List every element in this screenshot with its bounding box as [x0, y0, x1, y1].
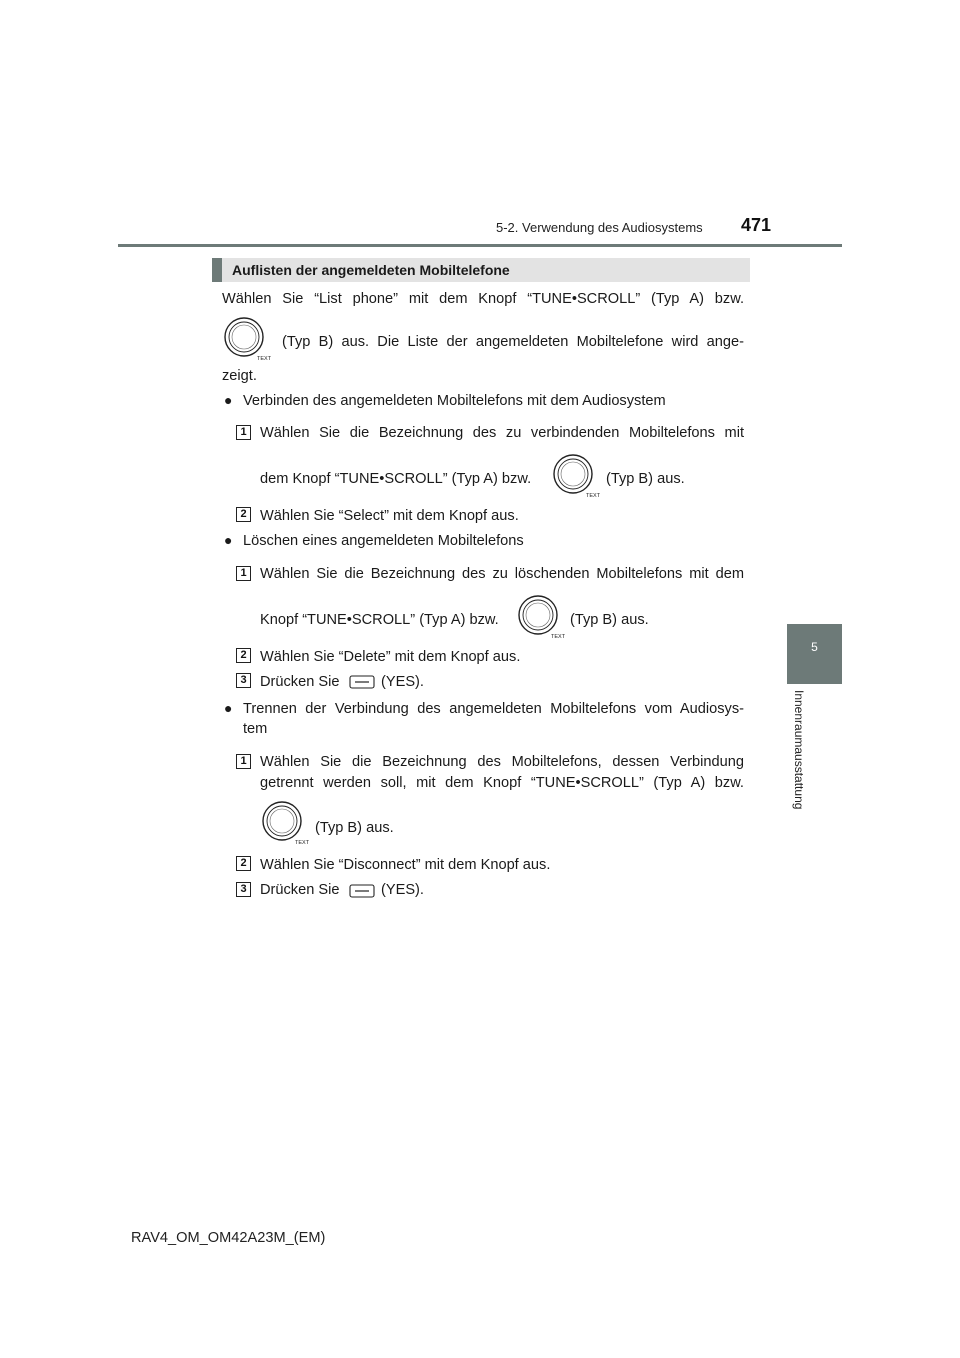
disconnect-step3-text-a: Drücken Sie: [260, 882, 340, 898]
connect-step1-line1: Wählen Sie die Bezeichnung des zu verbindenden Mobiltelefons mit: [260, 425, 744, 441]
connect-step2-text: Wählen Sie “Select” mit dem Knopf aus.: [260, 508, 519, 524]
connect-step1-line2b: (Typ B) aus.: [606, 471, 685, 487]
delete-step3-text-a: Drücken Sie: [260, 674, 340, 690]
delete-step1-line2b: (Typ B) aus.: [570, 612, 649, 628]
button-icon: [349, 675, 375, 689]
disconnect-step1-line1: Wählen Sie die Bezeichnung des Mobiltelefons, dessen Verbindung: [260, 754, 744, 770]
delete-step3-text-b: (YES).: [381, 674, 424, 690]
step-number: 2: [236, 856, 251, 871]
chapter-tab: [787, 624, 842, 684]
page-number: 471: [741, 215, 772, 235]
tune-knob-icon: [222, 316, 272, 362]
disconnect-step1-line3: (Typ B) aus.: [315, 820, 394, 836]
bullet-icon: ●: [224, 532, 233, 548]
step-number: 1: [236, 425, 251, 440]
delete-step1-line1: Wählen Sie die Bezeichnung des zu löschenden Mobiltelefons mit dem: [260, 566, 744, 582]
disconnect-step3-text-b: (YES).: [381, 882, 424, 898]
section-title: Auflisten der angemeldeten Mobiltelefone: [212, 258, 750, 282]
chapter-number: 5: [811, 640, 818, 654]
connect-title: Verbinden des angemeldeten Mobiltelefons mit dem Audiosystem: [243, 393, 666, 409]
tune-knob-icon: [551, 453, 601, 499]
running-header-section: 5-2. Verwendung des Audiosystems: [496, 220, 703, 235]
step-number: 3: [236, 882, 251, 897]
step-number: 3: [236, 673, 251, 688]
footer-document-code: RAV4_OM_OM42A23M_(EM): [131, 1230, 326, 1246]
bullet-icon: ●: [224, 700, 233, 716]
delete-title: Löschen eines angemeldeten Mobiltelefons: [243, 533, 524, 549]
knob-icon-label: TEXT: [586, 493, 601, 499]
knob-icon-label: TEXT: [257, 356, 272, 362]
tune-knob-icon: [516, 594, 566, 640]
step-number: 2: [236, 507, 251, 522]
step-number: 1: [236, 566, 251, 581]
intro-line-3: zeigt.: [222, 368, 257, 384]
disconnect-step1-line2: getrennt werden soll, mit dem Knopf “TUNE•SCROLL” (Typ A) bzw.: [260, 775, 744, 791]
bullet-icon: ●: [224, 392, 233, 408]
knob-icon-label: TEXT: [551, 634, 566, 640]
intro-line-1: Wählen Sie “List phone” mit dem Knopf “TUNE•SCROLL” (Typ A) bzw.: [222, 291, 744, 307]
chapter-label: Innenraumausstattung: [792, 690, 806, 810]
disconnect-title-line2: tem: [243, 721, 268, 737]
tune-knob-icon: [260, 800, 310, 846]
connect-step1-line2a: dem Knopf “TUNE•SCROLL” (Typ A) bzw.: [260, 471, 532, 487]
intro-line-2: (Typ B) aus. Die Liste der angemeldeten Mobiltelefone wird ange-: [282, 334, 744, 350]
header-rule: [118, 244, 842, 247]
disconnect-step2-text: Wählen Sie “Disconnect” mit dem Knopf aus.: [260, 857, 551, 873]
button-icon: [349, 884, 375, 898]
disconnect-title-line1: Trennen der Verbindung des angemeldeten Mobiltelefons vom Audiosys-: [243, 701, 744, 717]
step-number: 1: [236, 754, 251, 769]
knob-icon-label: TEXT: [295, 840, 310, 846]
delete-step1-line2a: Knopf “TUNE•SCROLL” (Typ A) bzw.: [260, 612, 499, 628]
delete-step2-text: Wählen Sie “Delete” mit dem Knopf aus.: [260, 649, 521, 665]
step-number: 2: [236, 648, 251, 663]
